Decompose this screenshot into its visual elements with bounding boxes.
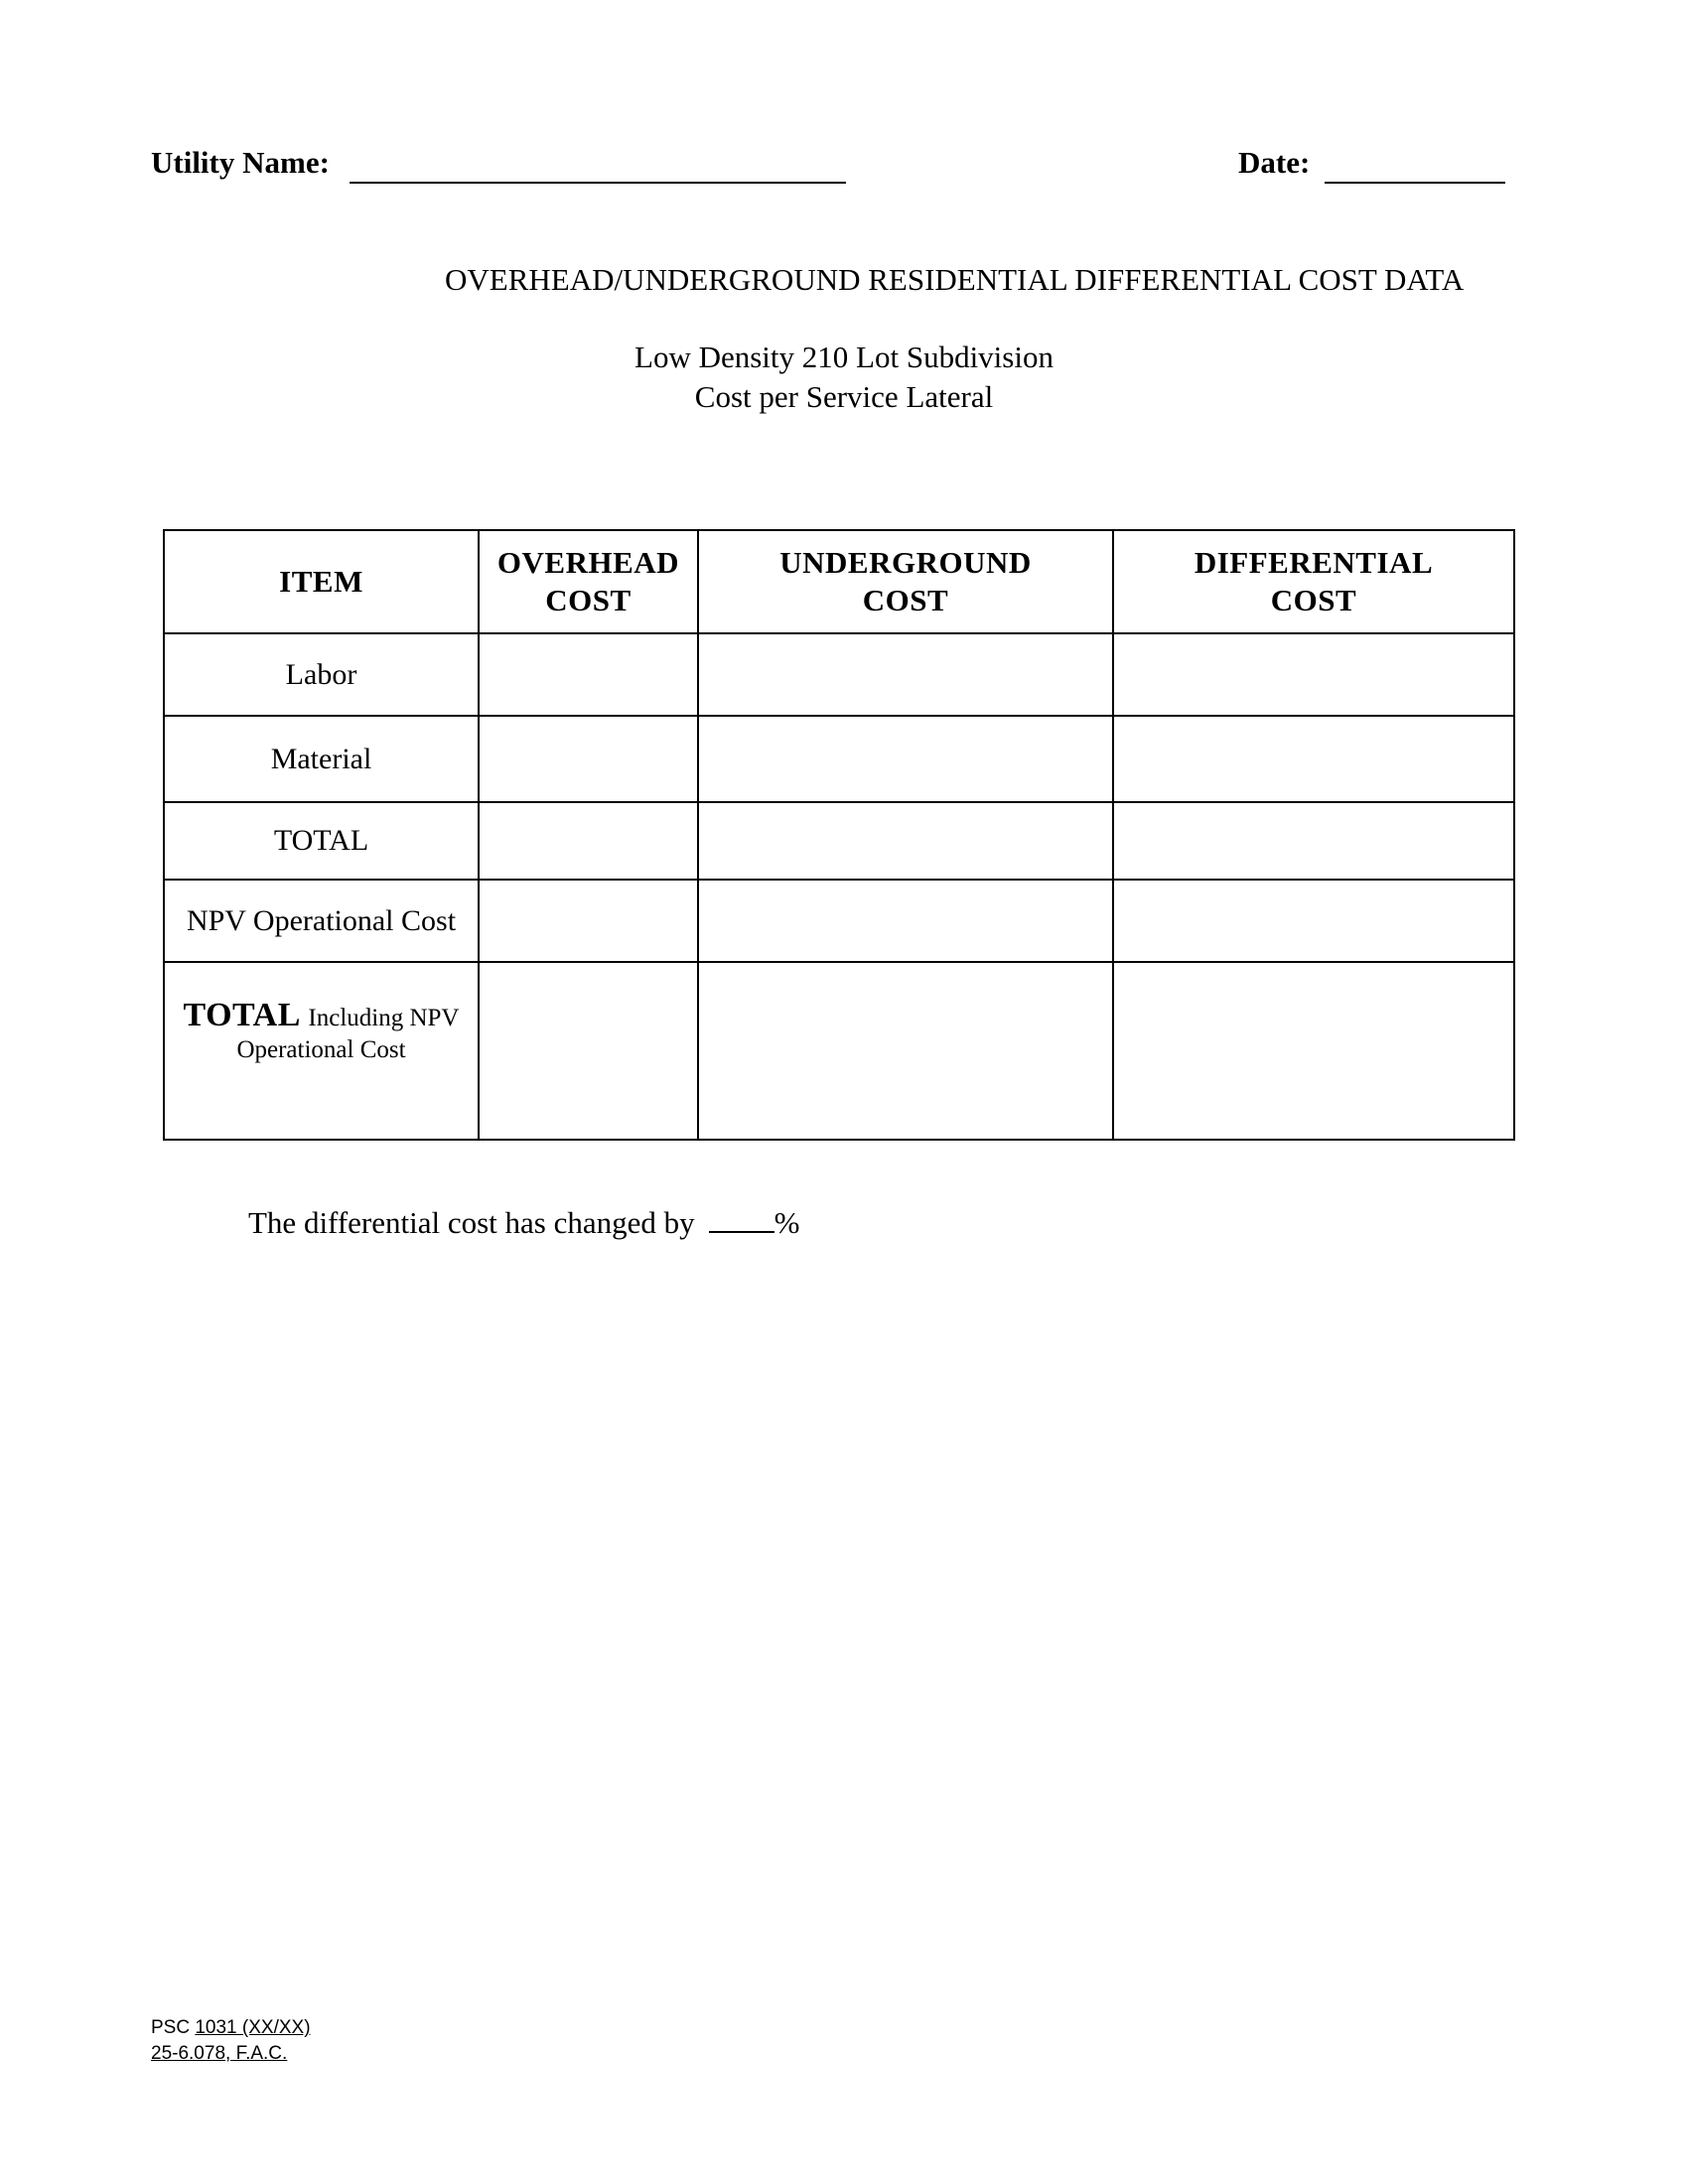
differential-change-text: The differential cost has changed by	[248, 1205, 695, 1240]
date-label: Date:	[1238, 145, 1311, 180]
row-label-material: Material	[164, 716, 479, 802]
form-number-value: 1031 (XX/XX)	[195, 2017, 311, 2038]
percent-sign: %	[774, 1205, 800, 1240]
table-row-material	[164, 716, 1514, 802]
npv-overhead-cell[interactable]	[479, 880, 698, 962]
date-field[interactable]	[1325, 144, 1505, 184]
cost-table	[163, 529, 1515, 1141]
material-differential-cell[interactable]	[1113, 716, 1514, 802]
total-differential-cell[interactable]	[1113, 802, 1514, 880]
col-header-overhead-cost: OVERHEAD COST	[479, 530, 698, 633]
npv-underground-cell[interactable]	[698, 880, 1113, 962]
total-npv-label-part1: Including NPV	[308, 1005, 460, 1031]
page-title: OVERHEAD/UNDERGROUND RESIDENTIAL DIFFERENTIAL COST DATA	[445, 262, 1465, 297]
total-overhead-cell[interactable]	[479, 802, 698, 880]
labor-overhead-cell[interactable]	[479, 633, 698, 716]
total-npv-differential-cell[interactable]	[1113, 962, 1514, 1140]
utility-name-label: Utility Name:	[151, 145, 330, 180]
material-underground-cell[interactable]	[698, 716, 1113, 802]
col-header-underground-cost: UNDERGROUND COST	[698, 530, 1113, 633]
form-prefix: PSC	[151, 2017, 191, 2038]
subtitle-line-2: Cost per Service Lateral	[694, 379, 994, 414]
table-row-npv	[164, 880, 1514, 962]
npv-differential-cell[interactable]	[1113, 880, 1514, 962]
labor-underground-cell[interactable]	[698, 633, 1113, 716]
rule-citation: 25-6.078, F.A.C.	[151, 2043, 288, 2064]
col-header-differential-cost: DIFFERENTIAL COST	[1113, 530, 1514, 633]
row-label-total-npv	[164, 962, 479, 1140]
differential-change-statement	[248, 1203, 799, 1243]
row-label-total: TOTAL	[164, 802, 479, 880]
table-row-labor	[164, 633, 1514, 716]
material-overhead-cell[interactable]	[479, 716, 698, 802]
total-npv-underground-cell[interactable]	[698, 962, 1113, 1140]
total-npv-label-part2: Operational Cost	[236, 1036, 406, 1063]
form-number	[151, 2015, 311, 2041]
labor-differential-cell[interactable]	[1113, 633, 1514, 716]
row-label-labor: Labor	[164, 633, 479, 716]
percent-change-field[interactable]	[709, 1205, 774, 1233]
row-label-npv: NPV Operational Cost	[164, 880, 479, 962]
total-npv-bold-label: TOTAL	[183, 997, 301, 1033]
total-underground-cell[interactable]	[698, 802, 1113, 880]
total-npv-overhead-cell[interactable]	[479, 962, 698, 1140]
table-row-total	[164, 802, 1514, 880]
table-header-row	[164, 530, 1514, 633]
col-header-item: ITEM	[164, 530, 479, 633]
subtitle-line-1: Low Density 210 Lot Subdivision	[634, 340, 1054, 374]
utility-name-field[interactable]	[350, 144, 846, 184]
table-row-total-npv	[164, 962, 1514, 1140]
